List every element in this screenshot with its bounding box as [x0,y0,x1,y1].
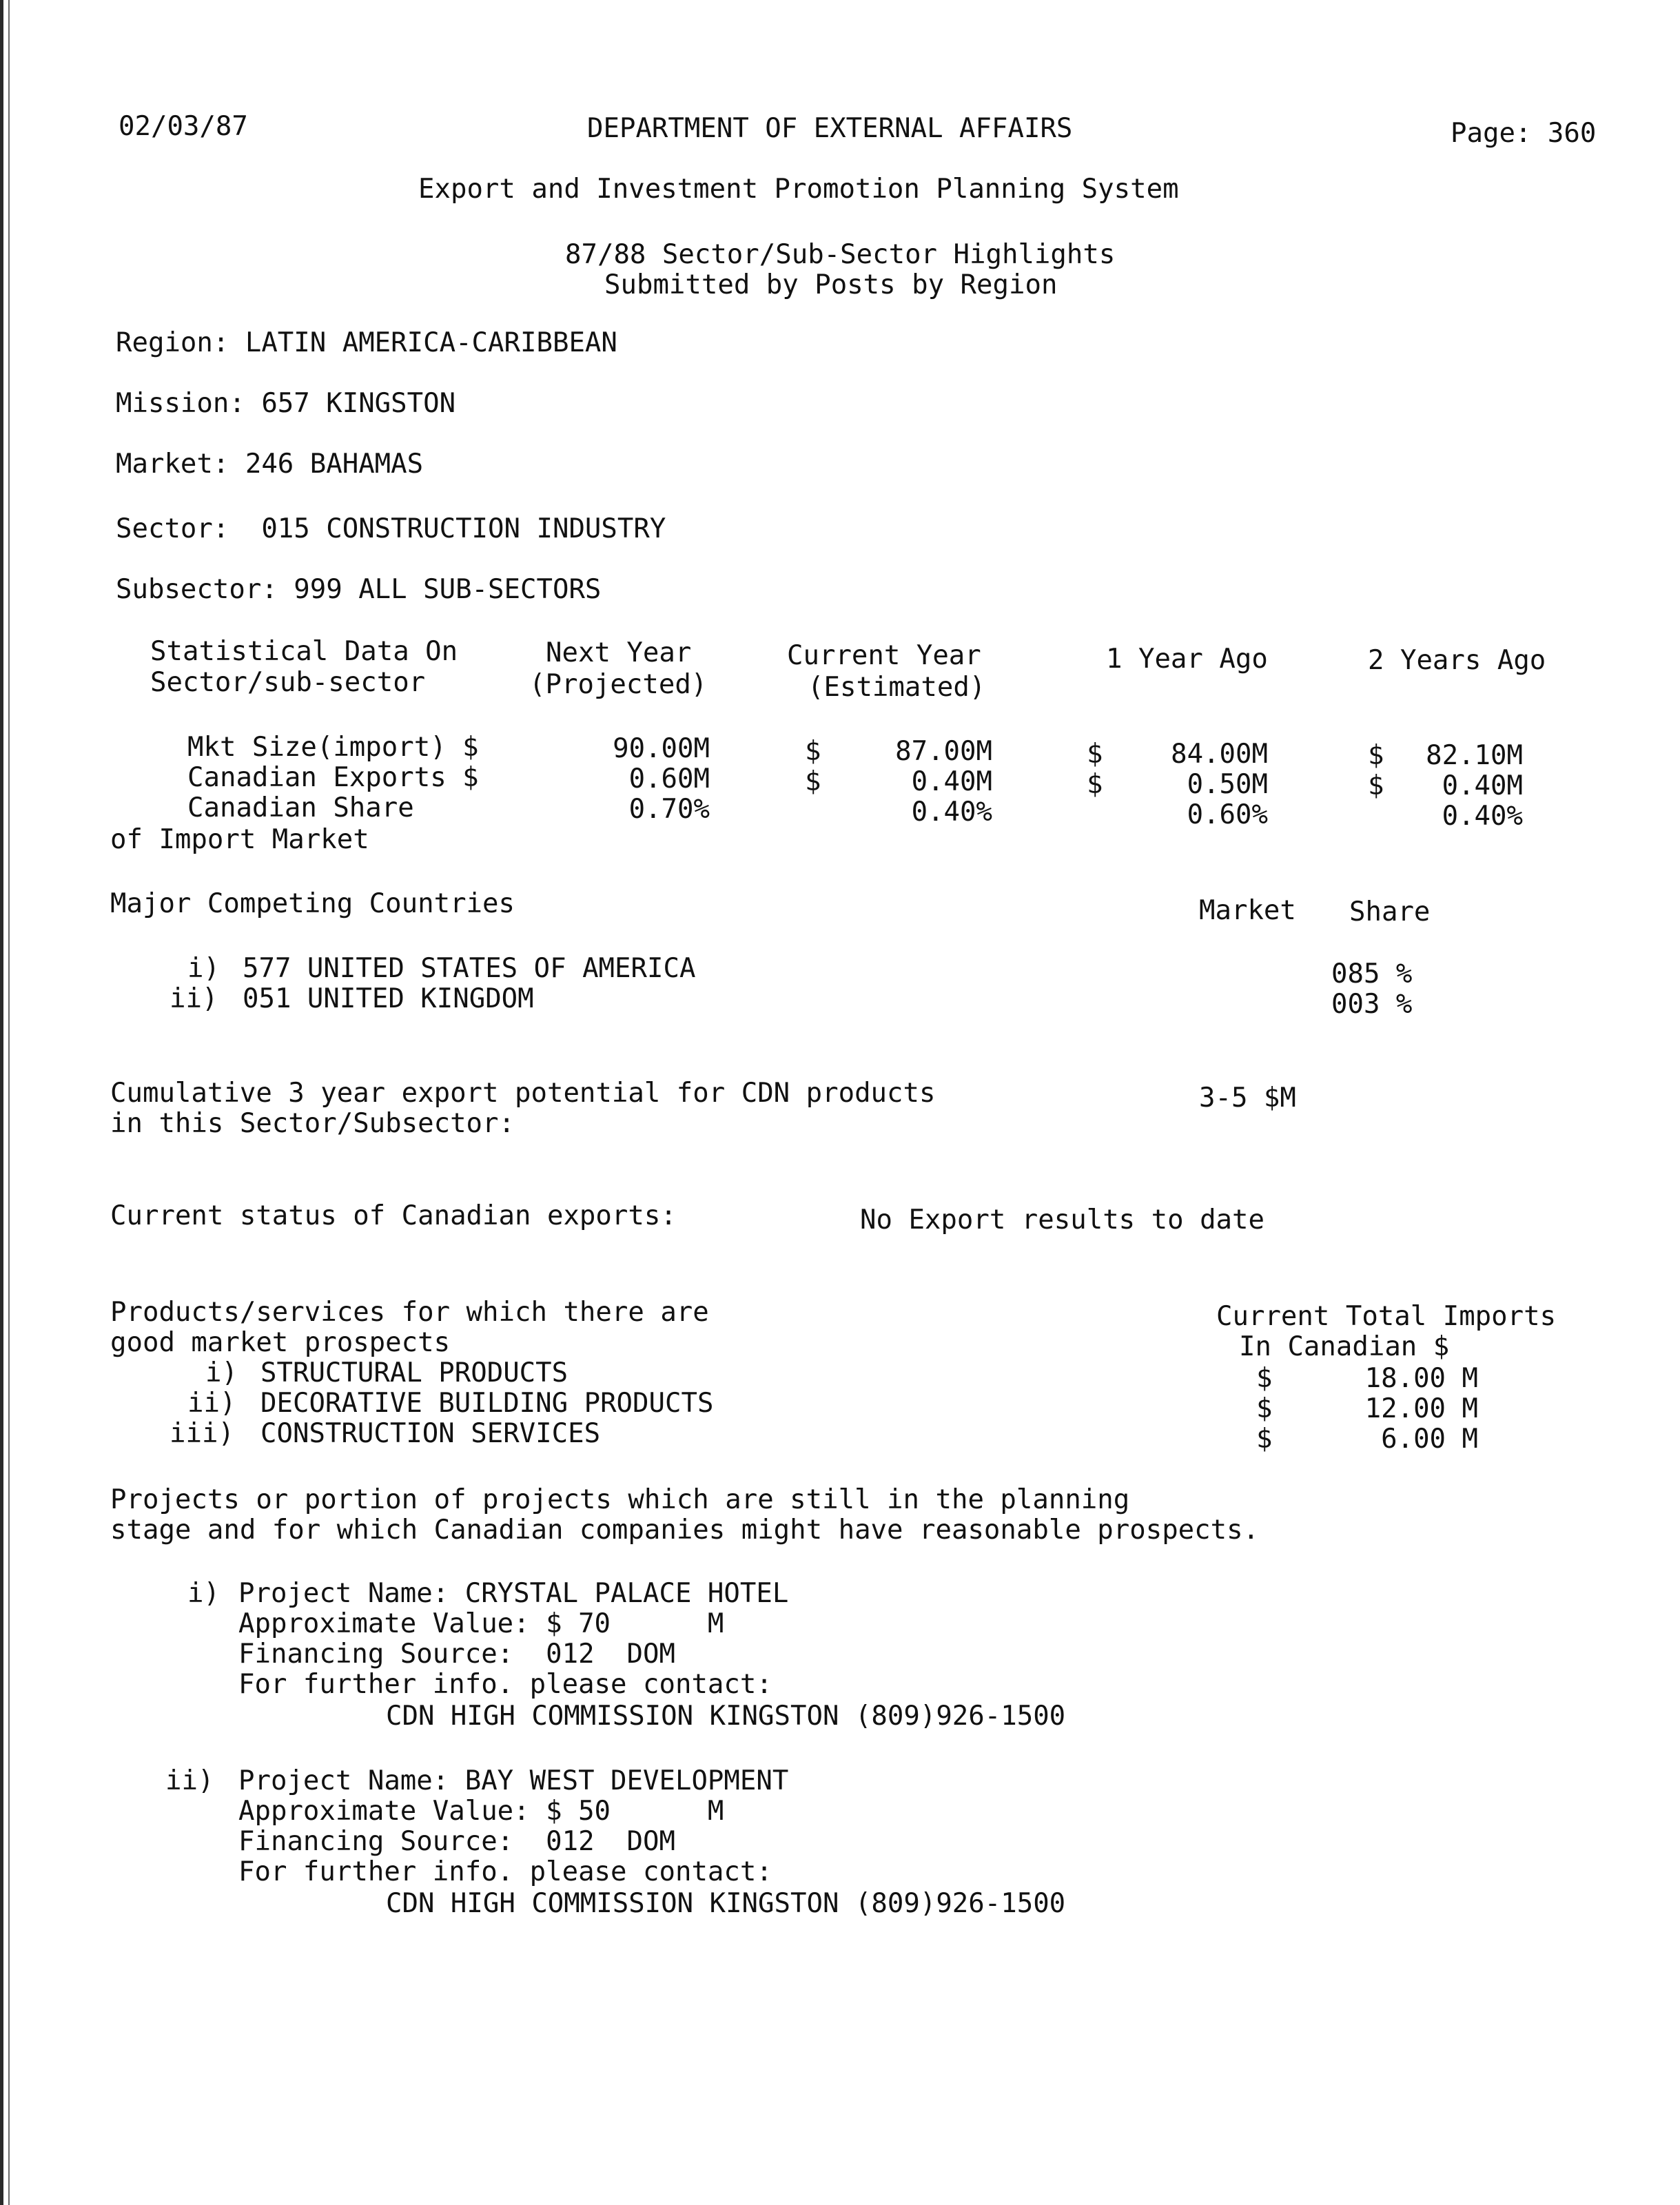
project-num: i) [187,1578,220,1609]
value-1-year-ago: 0.60% [1187,799,1268,830]
currency-symbol: $ [805,766,821,797]
stats-head-label-2: Sector/sub-sector [150,667,426,698]
region-field: Region: LATIN AMERICA-CARIBBEAN [116,327,617,358]
subsector-field: Subsector: 999 ALL SUB-SECTORS [116,574,602,605]
project-financing: Financing Source: 012 DOM [238,1826,675,1857]
products-col-head-2: In Canadian $ [1239,1331,1450,1362]
col-current-year: Current Year [787,640,981,671]
project-contact: CDN HIGH COMMISSION KINGSTON (809)926-1500 [386,1888,1066,1919]
products-intro-2: good market prospects [110,1327,451,1358]
report-title: 87/88 Sector/Sub-Sector Highlights [565,239,1116,270]
competitors-title: Major Competing Countries [110,888,515,919]
projects-intro-2: stage and for which Canadian companies might have reasonable prospects. [110,1515,1260,1546]
currency-symbol: $ [1087,739,1103,770]
project-contact-label: For further info. please contact: [238,1669,772,1700]
row-label: Canadian Exports $ [187,762,479,793]
project-name: Project Name: CRYSTAL PALACE HOTEL [238,1578,789,1609]
product-name: CONSTRUCTION SERVICES [260,1418,601,1449]
projects-intro-1: Projects or portion of projects which are still in the planning [110,1484,1130,1515]
product-num: i) [205,1357,238,1388]
value-2-years-ago: 0.40% [1442,801,1523,832]
col-next-year: Next Year [546,637,692,668]
report-date: 02/03/87 [119,111,248,142]
col-next-year-sub: (Projected) [529,669,708,700]
currency-symbol: $ [1087,769,1103,800]
value-1-year-ago: 0.50M [1187,769,1268,800]
mission-field: Mission: 657 KINGSTON [116,388,456,419]
product-value: 18.00 M [1364,1363,1478,1394]
product-value: 12.00 M [1364,1393,1478,1424]
competitor-share: 085 % [1331,958,1413,989]
value-next-year: 90.00M [613,733,710,764]
page-left-edge-shadow [8,0,10,2205]
competitor-num: ii) [170,983,218,1014]
product-currency: $ [1256,1424,1273,1455]
row-label: Mkt Size(import) $ [187,732,479,763]
product-value: 6.00 M [1381,1424,1478,1455]
product-num: ii) [187,1388,236,1419]
currency-symbol: $ [805,736,821,767]
potential-value: 3-5 $M [1199,1083,1296,1114]
competitor-name: 051 UNITED KINGDOM [243,983,534,1014]
market-field: Market: 246 BAHAMAS [116,449,424,480]
product-currency: $ [1256,1363,1273,1394]
project-name: Project Name: BAY WEST DEVELOPMENT [238,1765,789,1796]
stats-head-label: Statistical Data On [150,636,458,667]
col-2-years-ago: 2 Years Ago [1368,645,1546,676]
project-num: ii) [165,1765,214,1796]
status-value: No Export results to date [860,1204,1264,1235]
value-current-year: 87.00M [895,736,992,767]
page-number: Page: 360 [1451,118,1597,149]
department-name: DEPARTMENT OF EXTERNAL AFFAIRS [587,113,1073,144]
products-intro-1: Products/services for which there are [110,1297,709,1328]
product-name: DECORATIVE BUILDING PRODUCTS [260,1388,714,1419]
value-2-years-ago: 0.40M [1442,770,1523,801]
project-contact: CDN HIGH COMMISSION KINGSTON (809)926-1500 [386,1701,1066,1732]
project-contact-label: For further info. please contact: [238,1856,772,1887]
competitors-col-share: Share [1349,896,1431,927]
system-name: Export and Investment Promotion Planning System [418,174,1179,205]
page-left-edge [0,0,3,2205]
row-label: Canadian Share [187,792,414,823]
project-value: Approximate Value: $ 50 M [238,1796,724,1827]
value-next-year: 0.60M [628,763,710,794]
competitors-col-market: Market [1199,895,1296,926]
value-next-year: 0.70% [628,794,710,825]
col-current-year-sub: (Estimated) [808,672,986,703]
value-current-year: 0.40% [911,797,992,828]
value-current-year: 0.40M [911,766,992,797]
report-subtitle: Submitted by Posts by Region [604,269,1058,300]
currency-symbol: $ [1368,770,1384,801]
competitor-share: 003 % [1331,989,1413,1020]
value-2-years-ago: 82.10M [1426,740,1523,771]
product-num: iii) [170,1418,234,1449]
status-label: Current status of Canadian exports: [110,1200,677,1231]
competitor-num: i) [187,953,220,984]
col-1-year-ago: 1 Year Ago [1106,644,1268,675]
potential-line-1: Cumulative 3 year export potential for CDN products [110,1078,936,1109]
potential-line-2: in this Sector/Subsector: [110,1108,515,1139]
products-col-head-1: Current Total Imports [1216,1301,1557,1332]
product-currency: $ [1256,1393,1273,1424]
value-1-year-ago: 84.00M [1171,739,1268,770]
sector-field: Sector: 015 CONSTRUCTION INDUSTRY [116,513,666,544]
project-value: Approximate Value: $ 70 M [238,1608,724,1639]
competitor-name: 577 UNITED STATES OF AMERICA [243,953,696,984]
currency-symbol: $ [1368,740,1384,771]
share-suffix: of Import Market [110,824,369,855]
project-financing: Financing Source: 012 DOM [238,1639,675,1670]
product-name: STRUCTURAL PRODUCTS [260,1357,568,1388]
